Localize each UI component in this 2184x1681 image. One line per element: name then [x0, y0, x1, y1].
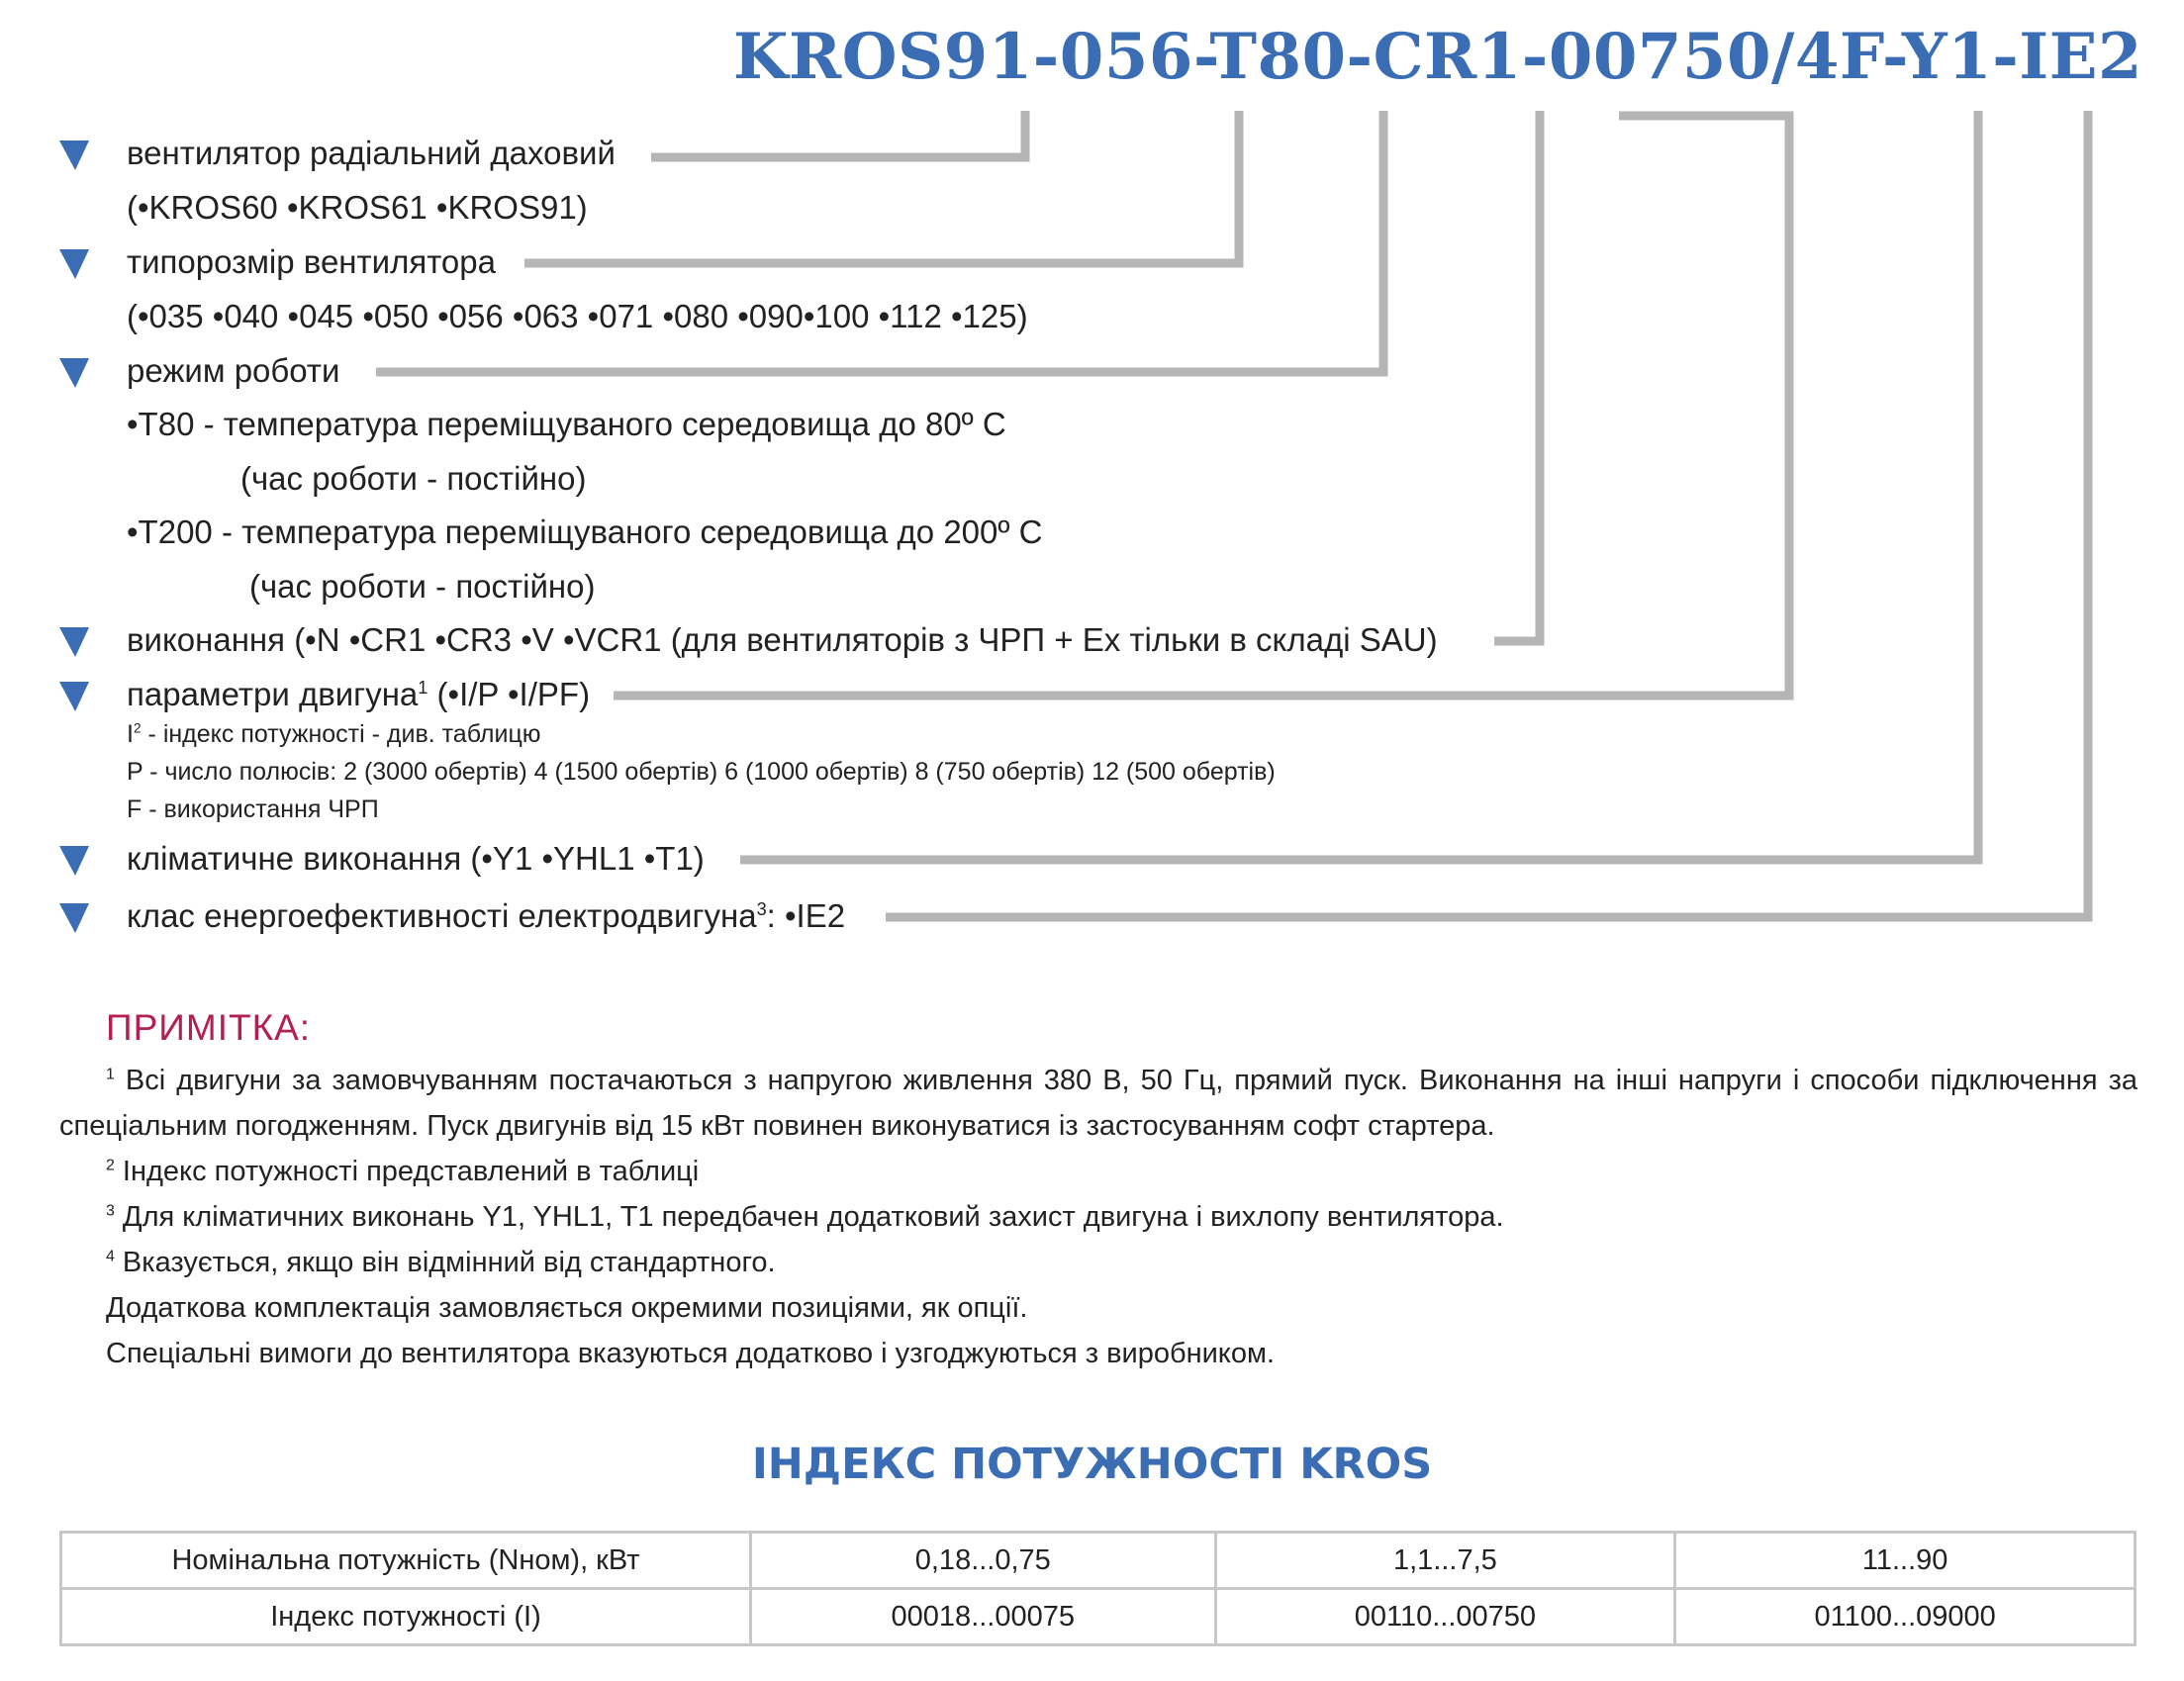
legend-item-mode-t80-note: (час роботи - постійно) [240, 460, 590, 498]
legend-item-execution: виконання (•N •CR1 •CR3 •V •VCR1 (для вентиляторів з ЧРП + Ex тільки в складі SAU) [127, 621, 1442, 659]
connector-line-7 [886, 111, 2088, 917]
legend-item-fan-type: вентилятор радіальний даховий [127, 135, 619, 172]
note-additional-equipment: Додаткова комплектація замовляється окремими позиціями, як опції. [106, 1292, 1028, 1324]
table-cell: 00110...00750 [1215, 1589, 1675, 1645]
legend-item-motor-index: $I^2$ - індекс потужності - див. таблицю [127, 720, 545, 749]
table-cell: Індекс потужності (I) [61, 1589, 751, 1645]
legend-item-motor-vfd: F - використання ЧРП [127, 795, 383, 824]
legend-item-operating-mode: режим роботи [127, 352, 343, 390]
power-index-table [59, 1531, 2137, 1646]
table-cell: 1,1...7,5 [1215, 1533, 1675, 1589]
legend-item-climate: кліматичне виконання (•Y1 •YHL1 •T1) [127, 840, 709, 878]
note-1: $^1$ Всі двигуни за замовчуванням постачаються з напругою живлення 380 В, 50 Гц, прямий пуск. Виконання на інші напруги і способи підключення за спеціальним погодженням. Пуск двигунів від 15 кВт повинен виконуватися із застосуванням софт стартера. [59, 1065, 2137, 1142]
legend-item-motor-poles: P - число полюсів: 2 (3000 обертів) 4 (1500 обертів) 6 (1000 обертів) 8 (750 обертів) 12 (500 обертів) [127, 758, 1280, 787]
legend-item-mode-t80: •T80 - температура переміщуваного середовища до 80º C [127, 406, 1010, 443]
legend-item-efficiency-class: клас енергоефективності електродвигуна$^3$: •IE2 [127, 897, 849, 935]
connector-line-2 [524, 111, 1239, 263]
table-row [61, 1533, 2136, 1589]
note-title: ПРИМІТКА: [106, 1007, 312, 1048]
table-cell: 00018...00075 [751, 1589, 1216, 1645]
table-cell: 11...90 [1675, 1533, 2136, 1589]
note-special-requirements: Спеціальні вимоги до вентилятора вказуються додатково і узгоджуються з виробником. [106, 1338, 1275, 1369]
note-4: $^4$ Вказується, якщо він відмінний від стандартного. [106, 1247, 776, 1278]
legend-item-mode-t200-note: (час роботи - постійно) [249, 568, 599, 606]
power-table-title: ІНДЕКС ПОТУЖНОСТІ KROS [751, 1440, 1433, 1489]
legend-item-motor-params: параметри двигуна$^1$ (•I/P •I/PF) [127, 676, 594, 713]
table-row [61, 1589, 2136, 1645]
table-cell: Номінальна потужність (Nном), кВт [61, 1533, 751, 1589]
legend-item-fan-size-options: (•035 •040 •045 •050 •056 •063 •071 •080 •090•100 •112 •125) [127, 298, 1032, 335]
connector-line-1 [651, 111, 1025, 157]
legend-item-fan-size: типорозмір вентилятора [127, 243, 500, 281]
table-cell: 01100...09000 [1675, 1589, 2136, 1645]
model-code-title: KROS91-056-T80-CR1-00750/4F-Y1-IE2 [732, 20, 2142, 94]
legend-item-fan-type-options: (•KROS60 •KROS61 •KROS91) [127, 189, 592, 227]
connector-line-4 [1494, 111, 1540, 641]
note-2: $^2$ Індекс потужності представлений в таблиці [106, 1156, 700, 1187]
table-cell: 0,18...0,75 [751, 1533, 1216, 1589]
legend-item-mode-t200: •T200 - температура переміщуваного середовища до 200º C [127, 514, 1046, 551]
note-3: $^3$ Для кліматичних виконань Y1, YHL1, T1 передбачен додатковий захист двигуна і вихлопу вентилятора. [106, 1201, 1504, 1233]
